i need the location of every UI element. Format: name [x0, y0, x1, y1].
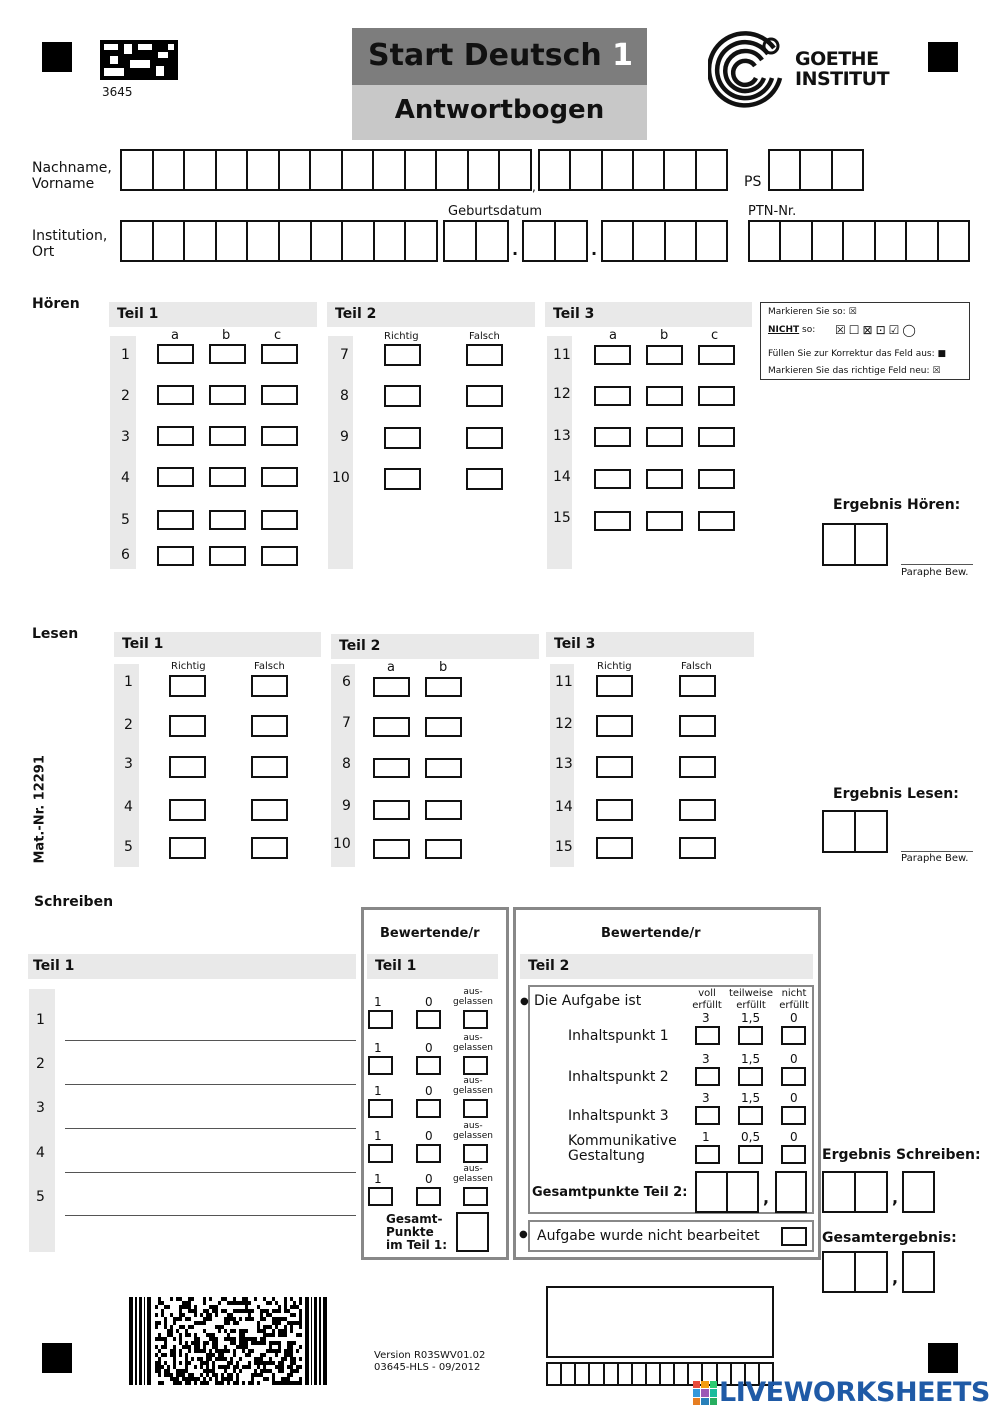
bew1-row3-0-checkbox[interactable]	[416, 1099, 441, 1118]
criterion-2-voll-checkbox[interactable]	[695, 1067, 720, 1086]
gesamtergebnis-field[interactable]	[822, 1251, 888, 1293]
remark-icon: ☒	[932, 366, 941, 376]
lesen-q7-b-checkbox[interactable]	[425, 717, 462, 737]
criterion-3-s2: 1,5	[741, 1091, 761, 1105]
hoeren-q11-b-checkbox[interactable]	[646, 345, 683, 365]
bew1-row3-ausgelassen-checkbox[interactable]	[463, 1099, 488, 1118]
lesen-result-label: Ergebnis Lesen:	[833, 786, 959, 802]
gesamtergebnis-comma: ,	[892, 1268, 899, 1287]
lesen-q8-b-checkbox[interactable]	[425, 758, 462, 778]
nicht-bearbeitet-label: Aufgabe wurde nicht bearbeitet	[537, 1228, 760, 1244]
hoeren-title: Hören	[32, 296, 80, 312]
version-label: Version R03SWV01.02	[374, 1350, 486, 1361]
schreiben-result-field[interactable]	[822, 1171, 888, 1213]
hoeren-q13-c-checkbox[interactable]	[698, 427, 735, 447]
lesen-q10-a-checkbox[interactable]	[373, 839, 410, 859]
hoeren-falsch-label: Falsch	[469, 331, 500, 342]
hoeren-t3-col-a: a	[609, 328, 617, 343]
hoeren-q6-b-checkbox[interactable]	[209, 546, 246, 566]
birth-dot-1: .	[512, 240, 519, 259]
legend-correct-field: Markieren Sie das richtige Feld neu:	[768, 366, 930, 376]
hoeren-teil2-number-column	[328, 336, 353, 569]
lesen-q11-falsch-checkbox[interactable]	[679, 675, 716, 697]
watermark: LIVEWORKSHEETS	[719, 1377, 990, 1408]
bew1-row5-score1: 1	[374, 1172, 382, 1186]
hoeren-q7-falsch-checkbox[interactable]	[466, 344, 503, 366]
hoeren-teil3-header: Teil 3	[545, 302, 752, 327]
footer-blank-box[interactable]	[546, 1286, 774, 1358]
lesen-q3-falsch-checkbox[interactable]	[251, 756, 288, 778]
bew1-row3-ausgelassen: aus- gelassen	[453, 1076, 493, 1096]
lesen-teil3-header: Teil 3	[546, 632, 754, 657]
hoeren-q2-number: 2	[121, 388, 130, 404]
lesen-q2-falsch-checkbox[interactable]	[251, 715, 288, 737]
hoeren-q10-number: 10	[332, 470, 350, 486]
bew1-row4-score1: 1	[374, 1129, 382, 1143]
hoeren-q12-a-checkbox[interactable]	[594, 386, 631, 406]
bew1-row1-score0: 0	[425, 995, 433, 1009]
hoeren-q4-number: 4	[121, 470, 130, 486]
hoeren-teil3-number-column	[547, 336, 572, 569]
hoeren-q6-c-checkbox[interactable]	[261, 546, 298, 566]
col-voll: voll erfüllt	[692, 988, 722, 1011]
schreiben-result-comma: ,	[892, 1188, 899, 1207]
birth-month-field[interactable]	[522, 220, 588, 262]
bew1-row4-ausgelassen: aus- gelassen	[453, 1121, 493, 1141]
institution-field[interactable]	[120, 220, 438, 262]
level-number: 1	[612, 38, 634, 73]
corner-marker-tr	[928, 42, 958, 72]
lesen-q4-number: 4	[124, 799, 133, 815]
hoeren-q8-number: 8	[340, 388, 349, 404]
ptn-field[interactable]	[748, 220, 970, 262]
bewertende-label-1: Bewertende/r	[380, 926, 480, 941]
hoeren-result-label: Ergebnis Hören:	[833, 497, 961, 513]
gesamt-teil2-decimal-field[interactable]	[775, 1171, 807, 1213]
lesen-q4-richtig-checkbox[interactable]	[169, 799, 206, 821]
bew1-row3-score1: 1	[374, 1084, 382, 1098]
criterion-1-label: Inhaltspunkt 1	[568, 1028, 669, 1044]
criterion-1-s1: 3	[702, 1011, 710, 1025]
institution-label: Institution, Ort	[32, 228, 108, 260]
name-label: Nachname, Vorname	[32, 160, 112, 192]
ps-label: PS	[744, 174, 762, 190]
criterion-2-s2: 1,5	[741, 1052, 761, 1066]
lesen-q13-number: 13	[555, 756, 573, 772]
hoeren-teil2-header: Teil 2	[327, 302, 535, 327]
criterion-2-s1: 3	[702, 1052, 710, 1066]
gesamt-teil2-label: Gesamtpunkte Teil 2:	[532, 1185, 688, 1200]
gesamtergebnis-label: Gesamtergebnis:	[822, 1230, 957, 1246]
lesen-q1-richtig-checkbox[interactable]	[169, 675, 206, 697]
gesamt-teil2-field[interactable]	[695, 1171, 759, 1213]
form-code-matrix	[100, 40, 178, 80]
hoeren-q15-number: 15	[553, 510, 571, 526]
criterion-1-nicht-checkbox[interactable]	[781, 1026, 806, 1045]
hoeren-t3-col-c: c	[711, 328, 719, 343]
criterion-4-s1: 1	[702, 1130, 710, 1144]
birth-year-field[interactable]	[601, 220, 728, 262]
schreiben-result-label: Ergebnis Schreiben:	[822, 1147, 981, 1163]
lesen-q8-a-checkbox[interactable]	[373, 758, 410, 778]
schreiben-q1-line[interactable]	[65, 1040, 356, 1041]
lesen-q13-falsch-checkbox[interactable]	[679, 756, 716, 778]
lesen-col-a: a	[387, 660, 395, 675]
hoeren-q8-richtig-checkbox[interactable]	[384, 385, 421, 407]
criterion-2-nicht-checkbox[interactable]	[781, 1067, 806, 1086]
lesen-q8-number: 8	[342, 756, 351, 772]
firstname-field[interactable]	[538, 149, 728, 191]
hoeren-q3-b-checkbox[interactable]	[209, 426, 246, 446]
lesen-q14-falsch-checkbox[interactable]	[679, 799, 716, 821]
lesen-q12-richtig-checkbox[interactable]	[596, 715, 633, 737]
corner-marker-br	[928, 1343, 958, 1373]
lesen-q2-richtig-checkbox[interactable]	[169, 715, 206, 737]
hoeren-q1-b-checkbox[interactable]	[209, 344, 246, 364]
hoeren-q10-richtig-checkbox[interactable]	[384, 468, 421, 490]
hoeren-q4-c-checkbox[interactable]	[261, 467, 298, 487]
schreiben-q3-line[interactable]	[65, 1128, 356, 1129]
hoeren-q1-a-checkbox[interactable]	[157, 344, 194, 364]
bew1-row1-ausgelassen-checkbox[interactable]	[463, 1010, 488, 1029]
hoeren-q3-c-checkbox[interactable]	[261, 426, 298, 446]
corner-marker-bl	[42, 1343, 72, 1373]
bew1-row5-ausgelassen: aus- gelassen	[453, 1164, 493, 1184]
gesamt-teil2-comma: ,	[763, 1188, 770, 1207]
lesen-q12-number: 12	[555, 716, 573, 732]
schreiben-q4-line[interactable]	[65, 1172, 356, 1173]
lesen-q10-number: 10	[333, 836, 351, 852]
schreiben-q1-number: 1	[36, 1012, 45, 1028]
lesen-q13-richtig-checkbox[interactable]	[596, 756, 633, 778]
gesamt-teil1-label: Gesamt- Punkte im Teil 1:	[386, 1212, 448, 1252]
criterion-1-s2: 1,5	[741, 1011, 761, 1025]
hoeren-q1-number: 1	[121, 347, 130, 363]
lesen-q1-number: 1	[124, 674, 133, 690]
hoeren-q2-b-checkbox[interactable]	[209, 385, 246, 405]
bew1-row2-score0: 0	[425, 1041, 433, 1055]
bew1-row3-1-checkbox[interactable]	[368, 1099, 393, 1118]
bew-teil2-header: Teil 2	[520, 954, 813, 979]
hoeren-q14-b-checkbox[interactable]	[646, 469, 683, 489]
bew1-row2-0-checkbox[interactable]	[416, 1056, 441, 1075]
lesen-q15-falsch-checkbox[interactable]	[679, 837, 716, 859]
title-box	[352, 28, 647, 85]
page-title: Start Deutsch	[368, 38, 602, 73]
lesen-q15-richtig-checkbox[interactable]	[596, 837, 633, 859]
lesen-q9-a-checkbox[interactable]	[373, 800, 410, 820]
hoeren-q12-number: 12	[553, 386, 571, 402]
hoeren-q10-falsch-checkbox[interactable]	[466, 468, 503, 490]
bew1-row4-1-checkbox[interactable]	[368, 1144, 393, 1163]
name-comma: ,	[532, 180, 536, 194]
bew1-row5-1-checkbox[interactable]	[368, 1187, 393, 1206]
lesen-q9-b-checkbox[interactable]	[425, 800, 462, 820]
legend-correction: Füllen Sie zur Korrektur das Feld aus:	[768, 349, 935, 359]
hoeren-q14-number: 14	[553, 469, 571, 485]
hoeren-q3-number: 3	[121, 429, 130, 445]
nicht-bearbeitet-checkbox[interactable]	[781, 1227, 807, 1246]
criterion-3-teilweise-checkbox[interactable]	[738, 1106, 763, 1125]
hoeren-q15-a-checkbox[interactable]	[594, 511, 631, 531]
criteria-box	[528, 985, 814, 1214]
lesen-q1-falsch-checkbox[interactable]	[251, 675, 288, 697]
birthdate-label: Geburtsdatum	[448, 204, 542, 219]
hoeren-q5-number: 5	[121, 512, 130, 528]
criterion-1-s3: 0	[790, 1011, 798, 1025]
ptn-label: PTN-Nr.	[748, 204, 797, 219]
hoeren-q12-c-checkbox[interactable]	[698, 386, 735, 406]
hoeren-q15-c-checkbox[interactable]	[698, 511, 735, 531]
schreiben-q2-number: 2	[36, 1056, 45, 1072]
criterion-1-voll-checkbox[interactable]	[695, 1026, 720, 1045]
schreiben-q3-number: 3	[36, 1100, 45, 1116]
bew1-row2-score1: 1	[374, 1041, 382, 1055]
lesen-q15-number: 15	[555, 839, 573, 855]
hoeren-q14-a-checkbox[interactable]	[594, 469, 631, 489]
criterion-2-s3: 0	[790, 1052, 798, 1066]
bewertende-label-2: Bewertende/r	[601, 926, 701, 941]
hoeren-q13-number: 13	[553, 428, 571, 444]
hoeren-richtig-label: Richtig	[384, 331, 419, 342]
lesen-q6-number: 6	[342, 674, 351, 690]
lesen-q14-richtig-checkbox[interactable]	[596, 799, 633, 821]
criterion-3-label: Inhaltspunkt 3	[568, 1108, 669, 1124]
lesen-falsch-label-1: Falsch	[254, 661, 285, 672]
lesen-q10-b-checkbox[interactable]	[425, 839, 462, 859]
col-nicht: nicht erfüllt	[779, 988, 809, 1011]
bew1-row2-1-checkbox[interactable]	[368, 1056, 393, 1075]
hoeren-q11-number: 11	[553, 347, 571, 363]
bew1-row5-ausgelassen-checkbox[interactable]	[463, 1187, 488, 1206]
schreiben-title: Schreiben	[34, 894, 114, 910]
hoeren-q7-richtig-checkbox[interactable]	[384, 344, 421, 366]
lesen-q5-falsch-checkbox[interactable]	[251, 837, 288, 859]
hoeren-q5-c-checkbox[interactable]	[261, 510, 298, 530]
lesen-q7-number: 7	[342, 715, 351, 731]
lesen-title: Lesen	[32, 626, 79, 642]
bew1-row4-score0: 0	[425, 1129, 433, 1143]
lesen-paraphe-label: Paraphe Bew.	[901, 853, 969, 864]
criterion-1-teilweise-checkbox[interactable]	[738, 1026, 763, 1045]
lesen-teil2-header: Teil 2	[331, 634, 539, 659]
criterion-4-voll-checkbox[interactable]	[695, 1145, 720, 1164]
schreiben-q4-number: 4	[36, 1145, 45, 1161]
hoeren-col-b: b	[222, 328, 231, 343]
schreiben-q5-number: 5	[36, 1189, 45, 1205]
marking-legend	[760, 302, 970, 380]
bullet-icon: ●	[520, 996, 529, 1007]
criterion-3-nicht-checkbox[interactable]	[781, 1106, 806, 1125]
hoeren-q2-c-checkbox[interactable]	[261, 385, 298, 405]
hoeren-t3-col-b: b	[660, 328, 669, 343]
bew1-row1-0-checkbox[interactable]	[416, 1010, 441, 1029]
legend-mark-so: Markieren Sie so:	[768, 307, 846, 317]
hoeren-q1-c-checkbox[interactable]	[261, 344, 298, 364]
lesen-q5-number: 5	[124, 839, 133, 855]
bew1-row5-0-checkbox[interactable]	[416, 1187, 441, 1206]
hoeren-col-a: a	[171, 328, 179, 343]
liveworksheets-logo-icon	[693, 1381, 717, 1405]
legend-nicht: NICHT	[768, 325, 800, 335]
criterion-4-teilweise-checkbox[interactable]	[738, 1145, 763, 1164]
hoeren-q13-b-checkbox[interactable]	[646, 427, 683, 447]
bew1-row1-ausgelassen: aus- gelassen	[453, 987, 493, 1007]
hoeren-q6-number: 6	[121, 547, 130, 563]
bew-teil1-header: Teil 1	[367, 954, 498, 979]
logo-text-1: GOETHE	[795, 48, 879, 70]
bullet-icon-2: ●	[519, 1229, 528, 1240]
criterion-4-s3: 0	[790, 1130, 798, 1144]
bew1-row4-0-checkbox[interactable]	[416, 1144, 441, 1163]
lesen-col-b: b	[439, 660, 448, 675]
hoeren-q4-b-checkbox[interactable]	[209, 467, 246, 487]
lesen-richtig-label-3: Richtig	[597, 661, 632, 672]
hoeren-q8-falsch-checkbox[interactable]	[466, 385, 503, 407]
lesen-q6-a-checkbox[interactable]	[373, 677, 410, 697]
hoeren-q3-a-checkbox[interactable]	[157, 426, 194, 446]
lesen-q3-number: 3	[124, 756, 133, 772]
hoeren-q13-a-checkbox[interactable]	[594, 427, 631, 447]
criterion-2-teilweise-checkbox[interactable]	[738, 1067, 763, 1086]
birth-dot-2: .	[591, 240, 598, 259]
hoeren-q9-richtig-checkbox[interactable]	[384, 427, 421, 449]
criterion-3-s1: 3	[702, 1091, 710, 1105]
gesamt-teil1-field[interactable]	[456, 1212, 489, 1252]
wrong-marks-icon: ☒☐⊠⊡☑◯	[835, 323, 919, 337]
criterion-4-s2: 0,5	[741, 1130, 761, 1144]
lesen-q5-richtig-checkbox[interactable]	[169, 837, 206, 859]
bew1-row1-1-checkbox[interactable]	[368, 1010, 393, 1029]
lesen-q6-b-checkbox[interactable]	[425, 677, 462, 697]
filled-box-icon: ■	[937, 349, 947, 359]
page-subtitle: Antwortbogen	[352, 85, 647, 140]
criterion-4-nicht-checkbox[interactable]	[781, 1145, 806, 1164]
criterion-3-voll-checkbox[interactable]	[695, 1106, 720, 1125]
hoeren-q6-a-checkbox[interactable]	[157, 546, 194, 566]
lesen-q11-number: 11	[555, 674, 573, 690]
gesamtergebnis-decimal-field[interactable]	[902, 1251, 935, 1293]
col-teilweise: teilweise erfüllt	[728, 988, 774, 1011]
bew1-row4-ausgelassen-checkbox[interactable]	[463, 1144, 488, 1163]
hoeren-q9-number: 9	[340, 429, 349, 445]
hoeren-teil1-header: Teil 1	[109, 302, 317, 327]
lesen-q4-falsch-checkbox[interactable]	[251, 799, 288, 821]
goethe-logo-icon	[708, 30, 788, 110]
schreiben-result-decimal-field[interactable]	[902, 1171, 935, 1213]
lesen-falsch-label-3: Falsch	[681, 661, 712, 672]
hoeren-q11-a-checkbox[interactable]	[594, 345, 631, 365]
criterion-3-s3: 0	[790, 1091, 798, 1105]
lesen-result-field[interactable]	[822, 810, 888, 853]
lesen-q3-richtig-checkbox[interactable]	[169, 756, 206, 778]
hoeren-q4-a-checkbox[interactable]	[157, 467, 194, 487]
lesen-q9-number: 9	[342, 798, 351, 814]
schreiben-q2-line[interactable]	[65, 1084, 356, 1085]
surname-field[interactable]	[120, 149, 532, 191]
form-code: 3645	[102, 85, 133, 99]
hoeren-q12-b-checkbox[interactable]	[646, 386, 683, 406]
lesen-q7-a-checkbox[interactable]	[373, 717, 410, 737]
bew1-row2-ausgelassen-checkbox[interactable]	[463, 1056, 488, 1075]
legend-so: so:	[802, 325, 816, 335]
hoeren-paraphe-label: Paraphe Bew.	[901, 567, 969, 578]
hoeren-q2-a-checkbox[interactable]	[157, 385, 194, 405]
aufgabe-ist-label: Die Aufgabe ist	[534, 993, 642, 1009]
corner-marker-tl	[42, 42, 72, 72]
hoeren-paraphe-line[interactable]	[901, 564, 973, 565]
birth-day-field[interactable]	[443, 220, 509, 262]
lesen-q12-falsch-checkbox[interactable]	[679, 715, 716, 737]
hoeren-q9-falsch-checkbox[interactable]	[466, 427, 503, 449]
lesen-paraphe-line[interactable]	[901, 851, 973, 852]
schreiben-teil1-header: Teil 1	[28, 954, 356, 979]
bew1-row5-score0: 0	[425, 1172, 433, 1186]
hoeren-q7-number: 7	[340, 347, 349, 363]
hoeren-q5-b-checkbox[interactable]	[209, 510, 246, 530]
lesen-teil1-header: Teil 1	[114, 632, 321, 657]
mat-nr-label: Mat.-Nr. 12291	[32, 755, 48, 864]
lesen-q14-number: 14	[555, 799, 573, 815]
criterion-4-label: Kommunikative Gestaltung	[568, 1133, 677, 1164]
schreiben-number-column	[29, 989, 55, 1252]
ps-field[interactable]	[768, 149, 864, 191]
hoeren-col-c: c	[274, 328, 282, 343]
correct-mark-icon: ☒	[848, 307, 857, 317]
hoeren-q14-c-checkbox[interactable]	[698, 469, 735, 489]
bew1-row3-score0: 0	[425, 1084, 433, 1098]
hoeren-q11-c-checkbox[interactable]	[698, 345, 735, 365]
logo-text-2: INSTITUT	[795, 68, 890, 90]
lesen-q11-richtig-checkbox[interactable]	[596, 675, 633, 697]
lesen-q2-number: 2	[124, 717, 133, 733]
criterion-2-label: Inhaltspunkt 2	[568, 1069, 669, 1085]
hoeren-teil1-number-column	[110, 336, 136, 569]
hoeren-result-field[interactable]	[822, 523, 888, 566]
bew1-row2-ausgelassen: aus- gelassen	[453, 1033, 493, 1053]
hoeren-q15-b-checkbox[interactable]	[646, 511, 683, 531]
lesen-richtig-label-1: Richtig	[171, 661, 206, 672]
hoeren-q5-a-checkbox[interactable]	[157, 510, 194, 530]
bew1-row1-score1: 1	[374, 995, 382, 1009]
barcode-pdf417	[129, 1297, 327, 1385]
schreiben-q5-line[interactable]	[65, 1215, 356, 1216]
version-code: 03645-HLS - 09/2012	[374, 1362, 481, 1373]
